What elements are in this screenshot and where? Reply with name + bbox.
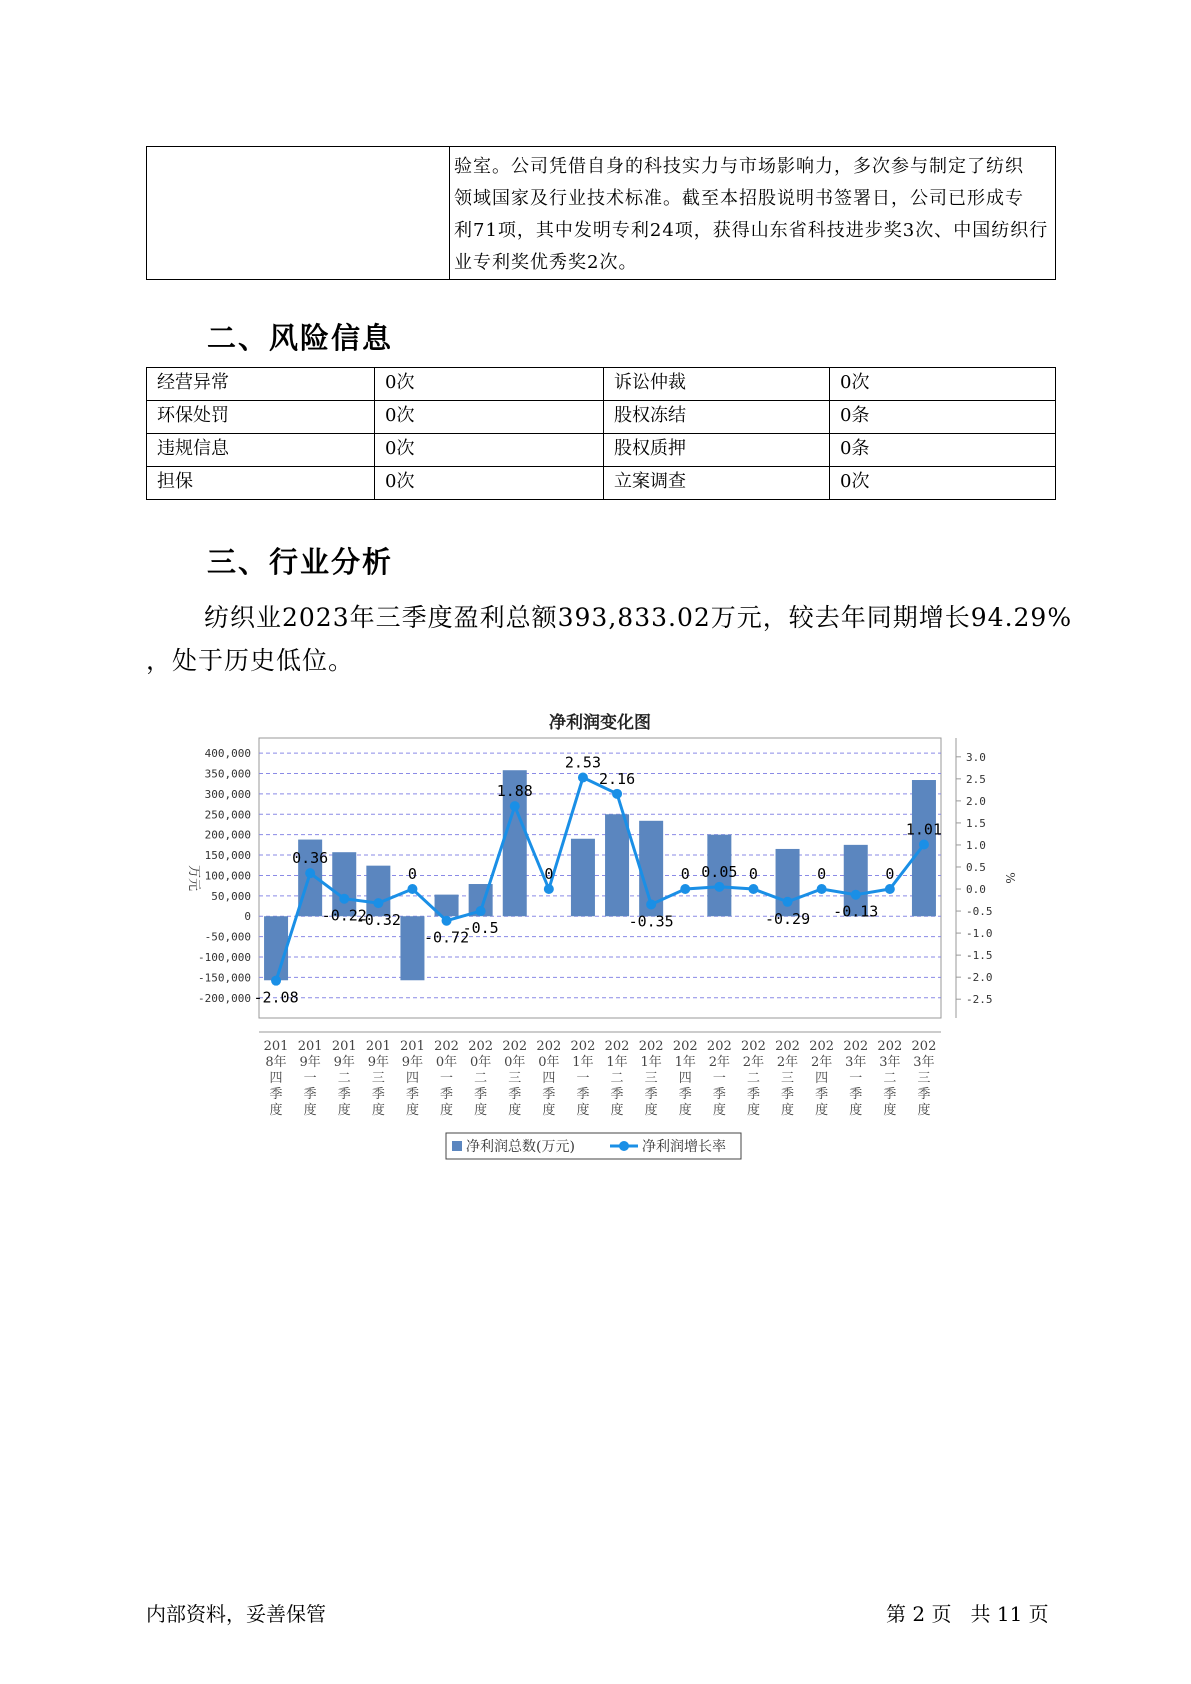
x-tick-label: 202 bbox=[672, 1039, 698, 1054]
x-tick-label: 0年 bbox=[435, 1055, 458, 1070]
x-tick-label: 季 bbox=[508, 1087, 522, 1102]
left-tick-label: 100,000 bbox=[204, 869, 251, 883]
x-tick-label: 度 bbox=[440, 1103, 454, 1118]
data-label: 0.05 bbox=[701, 862, 738, 881]
data-label: 1.88 bbox=[496, 782, 533, 801]
data-label: -2.08 bbox=[253, 988, 299, 1007]
left-tick-label: 300,000 bbox=[204, 787, 251, 801]
x-tick-label: 季 bbox=[337, 1087, 351, 1102]
x-tick-label: 度 bbox=[542, 1103, 556, 1118]
data-label: 0.36 bbox=[292, 849, 329, 868]
line-point bbox=[442, 916, 452, 926]
line-point bbox=[407, 884, 417, 894]
x-tick-label: 度 bbox=[337, 1103, 351, 1118]
x-tick-label: 201 bbox=[297, 1039, 323, 1054]
x-tick-label: 度 bbox=[371, 1103, 385, 1118]
left-tick-label: 50,000 bbox=[211, 889, 251, 903]
data-label: 1.01 bbox=[905, 820, 943, 839]
paragraph-line: 纺织业2023年三季度盈利总额393,833.02万元，较去年同期增长94.29% bbox=[204, 603, 1073, 632]
x-tick-label: 季 bbox=[405, 1087, 419, 1102]
x-tick-label: 202 bbox=[468, 1039, 494, 1054]
x-tick-label: 202 bbox=[706, 1039, 732, 1054]
x-tick-label: 度 bbox=[712, 1103, 726, 1118]
line-point bbox=[919, 840, 929, 850]
line-point bbox=[510, 801, 520, 811]
x-tick-label: 度 bbox=[576, 1103, 590, 1118]
data-label: 0 bbox=[885, 865, 895, 884]
x-tick-label: 季 bbox=[576, 1087, 590, 1102]
right-tick-label: 0.5 bbox=[966, 860, 986, 874]
left-tick-label: 350,000 bbox=[204, 767, 251, 781]
left-tick-label: 0 bbox=[244, 910, 251, 924]
data-label: -0.29 bbox=[764, 909, 811, 928]
x-tick-label: 季 bbox=[303, 1087, 317, 1102]
x-tick-label: 季 bbox=[542, 1087, 556, 1102]
left-tick-label: 250,000 bbox=[204, 808, 251, 822]
line-point bbox=[544, 884, 554, 894]
x-tick-label: 201 bbox=[400, 1039, 425, 1054]
x-tick-label: 四 bbox=[542, 1071, 556, 1086]
x-tick-label: 1年 bbox=[674, 1055, 696, 1070]
data-label: 2.16 bbox=[598, 769, 636, 788]
x-tick-label: 季 bbox=[610, 1087, 624, 1102]
data-label: -0.22 bbox=[321, 906, 367, 925]
x-tick-label: 二 bbox=[610, 1071, 624, 1086]
x-tick-label: 三 bbox=[781, 1071, 795, 1086]
x-tick-label: 202 bbox=[434, 1039, 459, 1054]
x-tick-label: 度 bbox=[508, 1103, 522, 1118]
x-tick-label: 度 bbox=[474, 1103, 488, 1118]
risk-key: 违规信息 bbox=[147, 434, 375, 467]
intro-left-cell bbox=[147, 147, 450, 280]
line-point bbox=[783, 897, 793, 907]
risk-value: 0条 bbox=[830, 401, 1056, 434]
right-axis-title: % bbox=[1003, 872, 1017, 884]
x-tick-label: 季 bbox=[474, 1087, 488, 1102]
x-tick-label: 度 bbox=[678, 1103, 692, 1118]
x-tick-label: 1年 bbox=[606, 1055, 628, 1070]
x-tick-label: 202 bbox=[809, 1039, 835, 1054]
x-tick-label: 度 bbox=[883, 1103, 897, 1118]
x-tick-label: 四 bbox=[269, 1071, 283, 1086]
footer-left: 内部资料，妥善保管 bbox=[146, 1602, 326, 1626]
x-tick-label: 一 bbox=[576, 1071, 590, 1086]
table-row bbox=[147, 467, 1056, 500]
x-tick-label: 一 bbox=[303, 1071, 317, 1086]
x-tick-label: 3年 bbox=[879, 1055, 901, 1070]
right-tick-label: 0.0 bbox=[966, 883, 986, 897]
risk-key: 股权质押 bbox=[604, 434, 830, 467]
net-profit-chart bbox=[0, 700, 1191, 1170]
risk-value: 0次 bbox=[375, 368, 604, 401]
x-tick-label: 季 bbox=[678, 1087, 692, 1102]
right-tick-label: -1.5 bbox=[966, 949, 993, 963]
x-tick-label: 2年 bbox=[776, 1055, 799, 1070]
x-tick-label: 2年 bbox=[811, 1055, 833, 1070]
left-tick-label: 200,000 bbox=[204, 828, 251, 842]
data-label: 0 bbox=[680, 865, 690, 884]
x-tick-label: 0年 bbox=[470, 1055, 492, 1070]
line-point bbox=[373, 898, 383, 908]
x-tick-label: 202 bbox=[638, 1039, 664, 1054]
x-tick-label: 202 bbox=[604, 1039, 630, 1054]
risk-key: 环保处罚 bbox=[147, 401, 375, 434]
bar bbox=[366, 866, 390, 917]
x-tick-label: 201 bbox=[331, 1039, 357, 1054]
x-tick-label: 度 bbox=[781, 1103, 795, 1118]
x-tick-label: 季 bbox=[440, 1087, 454, 1102]
line-point bbox=[748, 884, 758, 894]
data-label: -0.35 bbox=[628, 912, 674, 931]
x-tick-label: 三 bbox=[644, 1071, 658, 1086]
x-tick-label: 3年 bbox=[913, 1055, 935, 1070]
x-tick-label: 3年 bbox=[845, 1055, 867, 1070]
line-point bbox=[646, 899, 656, 909]
x-tick-label: 季 bbox=[849, 1087, 863, 1102]
x-tick-label: 三 bbox=[508, 1071, 522, 1086]
line-point bbox=[817, 884, 827, 894]
x-tick-label: 一 bbox=[440, 1071, 454, 1086]
x-tick-label: 季 bbox=[371, 1087, 385, 1102]
x-tick-label: 二 bbox=[883, 1071, 897, 1086]
x-tick-label: 9年 bbox=[299, 1055, 321, 1070]
right-tick-label: 1.0 bbox=[966, 838, 986, 852]
x-tick-label: 8年 bbox=[265, 1055, 287, 1070]
x-tick-label: 季 bbox=[746, 1087, 760, 1102]
x-tick-label: 季 bbox=[712, 1087, 726, 1102]
data-label: -0.13 bbox=[833, 902, 879, 921]
right-tick-label: -2.5 bbox=[966, 993, 993, 1007]
paragraph-line: ，处于历史低位。 bbox=[146, 646, 355, 675]
risk-value: 0次 bbox=[830, 467, 1056, 500]
line-point bbox=[714, 882, 724, 892]
x-tick-label: 202 bbox=[877, 1039, 903, 1054]
right-tick-label: 2.0 bbox=[966, 794, 986, 808]
left-tick-label: 400,000 bbox=[204, 747, 251, 761]
legend-swatch-bar bbox=[452, 1141, 462, 1151]
x-tick-label: 度 bbox=[644, 1103, 658, 1118]
x-tick-label: 201 bbox=[263, 1039, 289, 1054]
right-tick-label: -1.0 bbox=[966, 927, 993, 941]
x-tick-label: 季 bbox=[781, 1087, 795, 1102]
x-tick-label: 一 bbox=[712, 1071, 726, 1086]
x-tick-label: 2年 bbox=[708, 1055, 730, 1070]
x-tick-label: 二 bbox=[337, 1071, 351, 1086]
left-axis-title: 万元 bbox=[186, 864, 201, 892]
intro-line: 业专利奖优秀奖2次。 bbox=[454, 252, 638, 273]
x-tick-label: 三 bbox=[917, 1071, 931, 1086]
industry-paragraph bbox=[146, 596, 1086, 682]
intro-line: 领域国家及行业技术标准。截至本招股说明书签署日，公司已形成专 bbox=[454, 188, 1024, 209]
right-tick-label: -2.0 bbox=[966, 971, 993, 985]
risk-key: 股权冻结 bbox=[604, 401, 830, 434]
data-label: -0.72 bbox=[423, 928, 470, 947]
x-tick-label: 度 bbox=[269, 1103, 283, 1118]
bar bbox=[400, 916, 424, 980]
data-label: 0 bbox=[748, 865, 758, 884]
intro-line: 利71项，其中发明专利24项，获得山东省科技进步奖3次、中国纺织行 bbox=[454, 220, 1049, 241]
x-tick-label: 季 bbox=[815, 1087, 829, 1102]
risk-key: 经营异常 bbox=[147, 368, 375, 401]
data-label: 0 bbox=[544, 865, 554, 884]
x-tick-label: 9年 bbox=[333, 1055, 355, 1070]
data-label: -0.5 bbox=[462, 919, 499, 938]
risk-value: 0次 bbox=[375, 467, 604, 500]
x-tick-label: 202 bbox=[775, 1039, 800, 1054]
table-row bbox=[147, 434, 1056, 467]
intro-right-cell bbox=[450, 147, 1056, 280]
section-heading-industry: 三、行业分析 bbox=[207, 545, 394, 579]
left-tick-label: -100,000 bbox=[198, 951, 251, 965]
x-tick-label: 1年 bbox=[572, 1055, 594, 1070]
intro-table bbox=[146, 146, 1056, 280]
risk-value: 0次 bbox=[375, 434, 604, 467]
left-tick-label: -50,000 bbox=[204, 930, 251, 944]
risk-value: 0次 bbox=[830, 368, 1056, 401]
x-tick-label: 季 bbox=[644, 1087, 658, 1102]
right-tick-label: 1.5 bbox=[966, 816, 986, 830]
chart-title: 净利润变化图 bbox=[549, 713, 651, 733]
x-tick-label: 季 bbox=[917, 1087, 931, 1102]
table-row bbox=[147, 401, 1056, 434]
bar bbox=[571, 839, 595, 916]
legend-label-bar: 净利润总数(万元) bbox=[466, 1139, 575, 1155]
risk-key: 诉讼仲裁 bbox=[604, 368, 830, 401]
legend-label-line: 净利润增长率 bbox=[642, 1139, 726, 1155]
x-tick-label: 四 bbox=[815, 1071, 829, 1086]
x-tick-label: 度 bbox=[746, 1103, 760, 1118]
x-tick-label: 0年 bbox=[504, 1055, 526, 1070]
line-point bbox=[305, 868, 315, 878]
line-point bbox=[271, 976, 281, 986]
x-tick-label: 度 bbox=[917, 1103, 931, 1118]
x-tick-label: 202 bbox=[843, 1039, 869, 1054]
page-number: 第 2 页 共 11 页 bbox=[886, 1602, 1049, 1626]
risk-key: 立案调查 bbox=[604, 467, 830, 500]
section-heading-risk: 二、风险信息 bbox=[207, 321, 394, 355]
risk-key: 担保 bbox=[147, 467, 375, 500]
line-point bbox=[851, 890, 861, 900]
left-tick-label: -150,000 bbox=[198, 971, 251, 985]
data-label: 0 bbox=[407, 865, 417, 884]
x-tick-label: 二 bbox=[474, 1071, 488, 1086]
x-tick-label: 9年 bbox=[367, 1055, 389, 1070]
left-tick-label: 150,000 bbox=[204, 849, 251, 863]
x-tick-label: 二 bbox=[746, 1071, 760, 1086]
x-tick-label: 202 bbox=[911, 1039, 937, 1054]
right-tick-label: 2.5 bbox=[966, 772, 986, 786]
x-tick-label: 度 bbox=[405, 1103, 419, 1118]
bar bbox=[264, 916, 288, 980]
right-tick-label: 3.0 bbox=[966, 750, 986, 764]
x-tick-label: 度 bbox=[610, 1103, 624, 1118]
x-tick-label: 202 bbox=[536, 1039, 562, 1054]
right-tick-label: -0.5 bbox=[966, 905, 993, 919]
x-tick-label: 度 bbox=[303, 1103, 317, 1118]
left-tick-label: -200,000 bbox=[198, 991, 251, 1005]
x-tick-label: 0年 bbox=[538, 1055, 560, 1070]
x-tick-label: 一 bbox=[849, 1071, 863, 1086]
data-label: 2.53 bbox=[564, 753, 602, 772]
bar bbox=[605, 814, 629, 916]
x-tick-label: 1年 bbox=[640, 1055, 662, 1070]
x-tick-label: 2年 bbox=[742, 1055, 765, 1070]
x-tick-label: 季 bbox=[269, 1087, 283, 1102]
legend-swatch-point bbox=[619, 1141, 629, 1151]
data-label: 0 bbox=[817, 865, 827, 884]
x-tick-label: 季 bbox=[883, 1087, 897, 1102]
x-tick-label: 度 bbox=[849, 1103, 863, 1118]
risk-value: 0次 bbox=[375, 401, 604, 434]
x-tick-label: 202 bbox=[741, 1039, 766, 1054]
x-tick-label: 202 bbox=[570, 1039, 596, 1054]
line-point bbox=[578, 773, 588, 783]
data-label: -0.32 bbox=[355, 911, 401, 930]
line-point bbox=[476, 906, 486, 916]
line-point bbox=[339, 894, 349, 904]
x-tick-label: 202 bbox=[502, 1039, 528, 1054]
x-tick-label: 9年 bbox=[401, 1055, 424, 1070]
risk-value: 0条 bbox=[830, 434, 1056, 467]
x-tick-label: 四 bbox=[405, 1071, 419, 1086]
line-point bbox=[885, 884, 895, 894]
line-point bbox=[612, 789, 622, 799]
x-tick-label: 四 bbox=[678, 1071, 692, 1086]
x-tick-label: 三 bbox=[371, 1071, 385, 1086]
intro-line: 验室。公司凭借自身的科技实力与市场影响力，多次参与制定了纺织 bbox=[454, 156, 1024, 177]
table-row bbox=[147, 368, 1056, 401]
x-tick-label: 201 bbox=[365, 1039, 391, 1054]
line-point bbox=[680, 884, 690, 894]
risk-table bbox=[146, 367, 1056, 500]
x-tick-label: 度 bbox=[815, 1103, 829, 1118]
